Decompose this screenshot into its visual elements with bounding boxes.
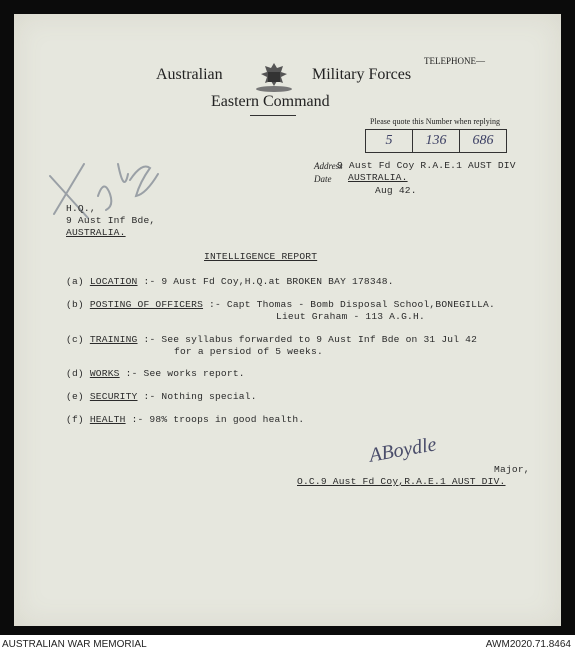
item-marker: (a) bbox=[66, 276, 84, 287]
date-line2: Aug 42. bbox=[375, 185, 417, 196]
ref-cell: 136 bbox=[413, 130, 460, 152]
item-label: WORKS bbox=[89, 368, 120, 379]
item-text: :- Capt Thomas - Bomb Disposal School,BONEGILLA. bbox=[209, 299, 495, 310]
signatory-unit: O.C.9 Aust Fd Coy,R.A.E.1 AUST DIV. bbox=[297, 476, 506, 487]
item-marker: (b) bbox=[66, 299, 84, 310]
ref-cell: 5 bbox=[366, 130, 413, 152]
quote-note: Please quote this Number when replying bbox=[370, 117, 500, 126]
item-label: POSTING OF OFFICERS bbox=[89, 299, 204, 310]
recipient-line2: 9 Aust Inf Bde, bbox=[66, 215, 156, 226]
command-name: Eastern Command bbox=[211, 93, 330, 110]
item-continuation: Lieut Graham - 113 A.G.H. bbox=[276, 311, 425, 322]
date-label: Date bbox=[314, 174, 332, 184]
ref-cell: 686 bbox=[472, 133, 494, 148]
archive-footer bbox=[0, 635, 575, 653]
report-item-posting bbox=[66, 299, 495, 310]
item-marker: (d) bbox=[66, 368, 84, 379]
handwritten-signature: ABoydle bbox=[367, 433, 439, 467]
letterhead-rule bbox=[250, 115, 296, 116]
signatory-rank: Major, bbox=[494, 464, 530, 475]
address-label: Address bbox=[314, 161, 343, 171]
report-item-training bbox=[66, 334, 477, 345]
item-marker: (f) bbox=[66, 414, 84, 425]
item-label: LOCATION bbox=[89, 276, 138, 287]
item-marker: (e) bbox=[66, 391, 84, 402]
item-label: HEALTH bbox=[89, 414, 126, 425]
report-item-works bbox=[66, 368, 245, 379]
telephone-label: TELEPHONE— bbox=[424, 56, 485, 66]
item-text: :- See works report. bbox=[125, 368, 245, 379]
item-text: :- See syllabus forwarded to 9 Aust Inf Bde on 31 Jul 42 bbox=[143, 334, 478, 345]
reference-number-box bbox=[365, 129, 507, 153]
org-name-right: Military Forces bbox=[312, 66, 412, 83]
item-text: :- 9 Aust Fd Coy,H.Q.at BROKEN BAY 178348. bbox=[143, 276, 394, 287]
footer-accession-number: AWM2020.71.8464 bbox=[485, 639, 571, 650]
report-item-security bbox=[66, 391, 257, 402]
footer-institution: AUSTRALIAN WAR MEMORIAL bbox=[2, 639, 147, 650]
item-marker: (c) bbox=[66, 334, 84, 345]
item-label: TRAINING bbox=[89, 334, 138, 345]
report-item-location bbox=[66, 276, 394, 287]
item-text: :- 98% troops in good health. bbox=[131, 414, 305, 425]
org-name-left: Australian bbox=[156, 66, 223, 83]
recipient-line3: AUSTRALIA. bbox=[66, 227, 126, 238]
document-page bbox=[14, 14, 561, 626]
item-text: :- Nothing special. bbox=[143, 391, 257, 402]
date-value: AUSTRALIA. bbox=[348, 172, 408, 183]
recipient-line1: H.Q., bbox=[66, 203, 96, 214]
item-label: SECURITY bbox=[89, 391, 138, 402]
report-item-health bbox=[66, 414, 304, 425]
item-continuation: for a persiod of 5 weeks. bbox=[174, 346, 323, 357]
report-title: INTELLIGENCE REPORT bbox=[204, 251, 318, 262]
address-value: 9 Aust Fd Coy R.A.E.1 AUST DIV bbox=[337, 160, 516, 171]
